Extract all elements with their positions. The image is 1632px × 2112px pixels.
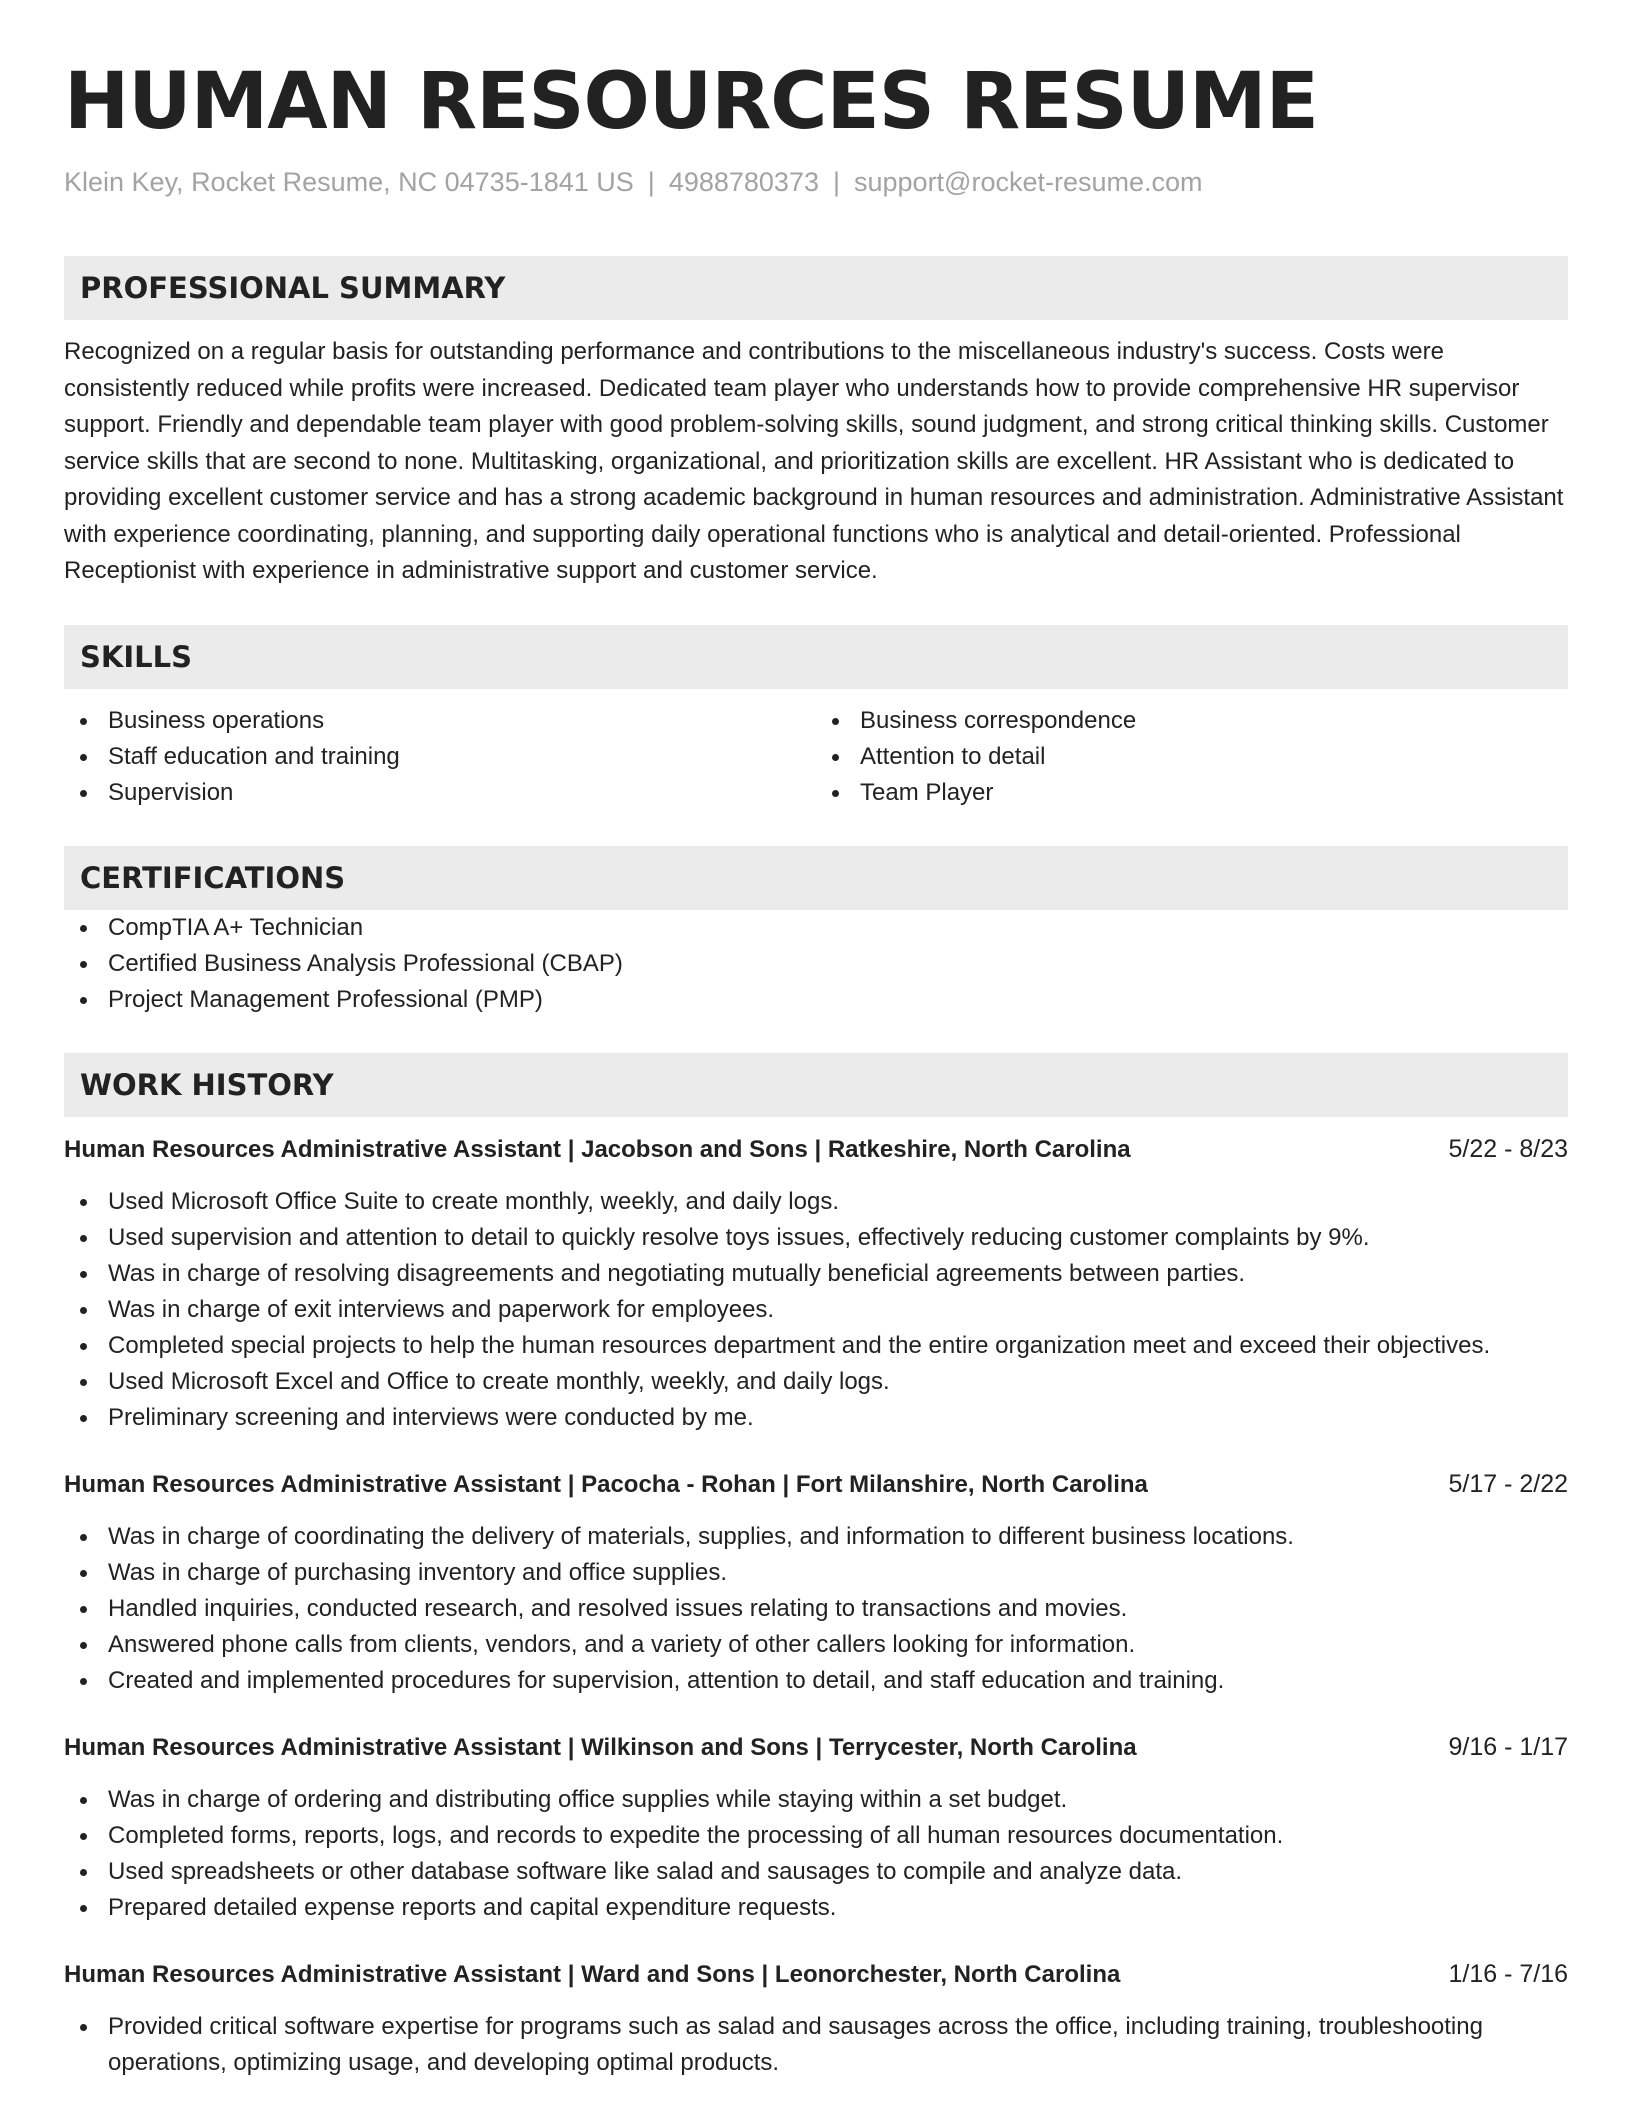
job-title: Human Resources Administrative Assistant | Jacobson and Sons | Ratkeshire, North Carolina [64, 1135, 1131, 1163]
job-bullets [64, 1519, 1568, 1699]
job-bullet: Completed forms, reports, logs, and records to expedite the processing of all human resources documentation. [64, 1818, 1568, 1854]
job-bullet: Used Microsoft Office Suite to create monthly, weekly, and daily logs. [64, 1184, 1568, 1220]
contact-email: support@rocket-resume.com [854, 167, 1203, 197]
contact-phone: 4988780373 [668, 167, 819, 197]
job-entry [64, 1956, 1568, 2081]
skill-item: Team Player [816, 775, 1568, 811]
contact-line [64, 162, 1568, 202]
job-bullet: Prepared detailed expense reports and capital expenditure requests. [64, 1890, 1568, 1926]
job-bullet: Provided critical software expertise for programs such as salad and sausages across the office, including training, troubleshooting operations, optimizing usage, and developing optimal products. [64, 2009, 1568, 2081]
job-bullet: Used Microsoft Excel and Office to create monthly, weekly, and daily logs. [64, 1364, 1568, 1400]
job-bullets [64, 1184, 1568, 1436]
job-title: Human Resources Administrative Assistant | Ward and Sons | Leonorchester, North Carolina [64, 1960, 1121, 1988]
job-bullet: Used spreadsheets or other database software like salad and sausages to compile and analyze data. [64, 1854, 1568, 1890]
work-history-heading: WORK HISTORY [64, 1053, 1568, 1117]
job-dates: 1/16 - 7/16 [1448, 1959, 1568, 1988]
job-bullet: Answered phone calls from clients, vendors, and a variety of other callers looking for information. [64, 1627, 1568, 1663]
skills-column-left [64, 703, 816, 811]
certifications-heading: CERTIFICATIONS [64, 846, 1568, 910]
job-bullets [64, 1782, 1568, 1926]
job-bullet: Was in charge of coordinating the delivery of materials, supplies, and information to different business locations. [64, 1519, 1568, 1555]
skills-heading: SKILLS [64, 625, 1568, 689]
summary-text: Recognized on a regular basis for outstanding performance and contributions to the miscellaneous industry's success. Costs were consistently reduced while profits were increased. Dedicated team player who understands how to provide comprehensive HR supervisor support. Friendly and dependable team player with good problem-solving skills, sound judgment, and strong critical thinking skills. Customer service skills that are second to none. Multitasking, organizational, and prioritization skills are excellent. HR Assistant who is dedicated to providing excellent customer service and has a strong academic background in human resources and administration. Administrative Assistant with experience coordinating, planning, and supporting daily operational functions who is analytical and detail-oriented. Professional Receptionist with experience in administrative support and customer service. [64, 338, 1564, 584]
contact-separator: | [647, 167, 655, 197]
job-title: Human Resources Administrative Assistant | Pacocha - Rohan | Fort Milanshire, North Carolina [64, 1470, 1148, 1498]
job-bullet: Created and implemented procedures for supervision, attention to detail, and staff education and training. [64, 1663, 1568, 1699]
summary-heading: PROFESSIONAL SUMMARY [64, 256, 1568, 320]
certification-item: Certified Business Analysis Professional (CBAP) [64, 946, 1568, 982]
job-bullet: Handled inquiries, conducted research, and resolved issues relating to transactions and movies. [64, 1591, 1568, 1627]
skill-item: Staff education and training [64, 739, 816, 775]
job-bullet: Was in charge of ordering and distributing office supplies while staying within a set budget. [64, 1782, 1568, 1818]
job-dates: 5/17 - 2/22 [1448, 1469, 1568, 1498]
job-entry [64, 1131, 1568, 1436]
skill-item: Attention to detail [816, 739, 1568, 775]
job-bullet: Preliminary screening and interviews were conducted by me. [64, 1400, 1568, 1436]
job-bullet: Was in charge of resolving disagreements and negotiating mutually beneficial agreements between parties. [64, 1256, 1568, 1292]
job-bullet: Completed special projects to help the human resources department and the entire organization meet and exceed their objectives. [64, 1328, 1568, 1364]
resume-title: HUMAN RESOURCES RESUME [64, 57, 1318, 147]
job-bullet: Was in charge of exit interviews and paperwork for employees. [64, 1292, 1568, 1328]
certification-item: CompTIA A+ Technician [64, 910, 1568, 946]
job-entry [64, 1729, 1568, 1926]
job-dates: 5/22 - 8/23 [1448, 1134, 1568, 1163]
skills-column-right [816, 703, 1568, 811]
job-dates: 9/16 - 1/17 [1448, 1732, 1568, 1761]
certification-item: Project Management Professional (PMP) [64, 982, 1568, 1018]
skill-item: Supervision [64, 775, 816, 811]
job-entry [64, 1466, 1568, 1699]
contact-separator: | [832, 167, 840, 197]
job-bullet: Used supervision and attention to detail to quickly resolve toys issues, effectively reducing customer complaints by 9%. [64, 1220, 1568, 1256]
job-bullet: Was in charge of purchasing inventory and office supplies. [64, 1555, 1568, 1591]
certifications-list [64, 910, 1568, 1018]
skills-list [64, 703, 1568, 811]
contact-address: Klein Key, Rocket Resume, NC 04735-1841 US [64, 167, 634, 197]
skill-item: Business operations [64, 703, 816, 739]
job-title: Human Resources Administrative Assistant | Wilkinson and Sons | Terrycester, North Carolina [64, 1733, 1137, 1761]
job-bullets [64, 2009, 1568, 2081]
skill-item: Business correspondence [816, 703, 1568, 739]
